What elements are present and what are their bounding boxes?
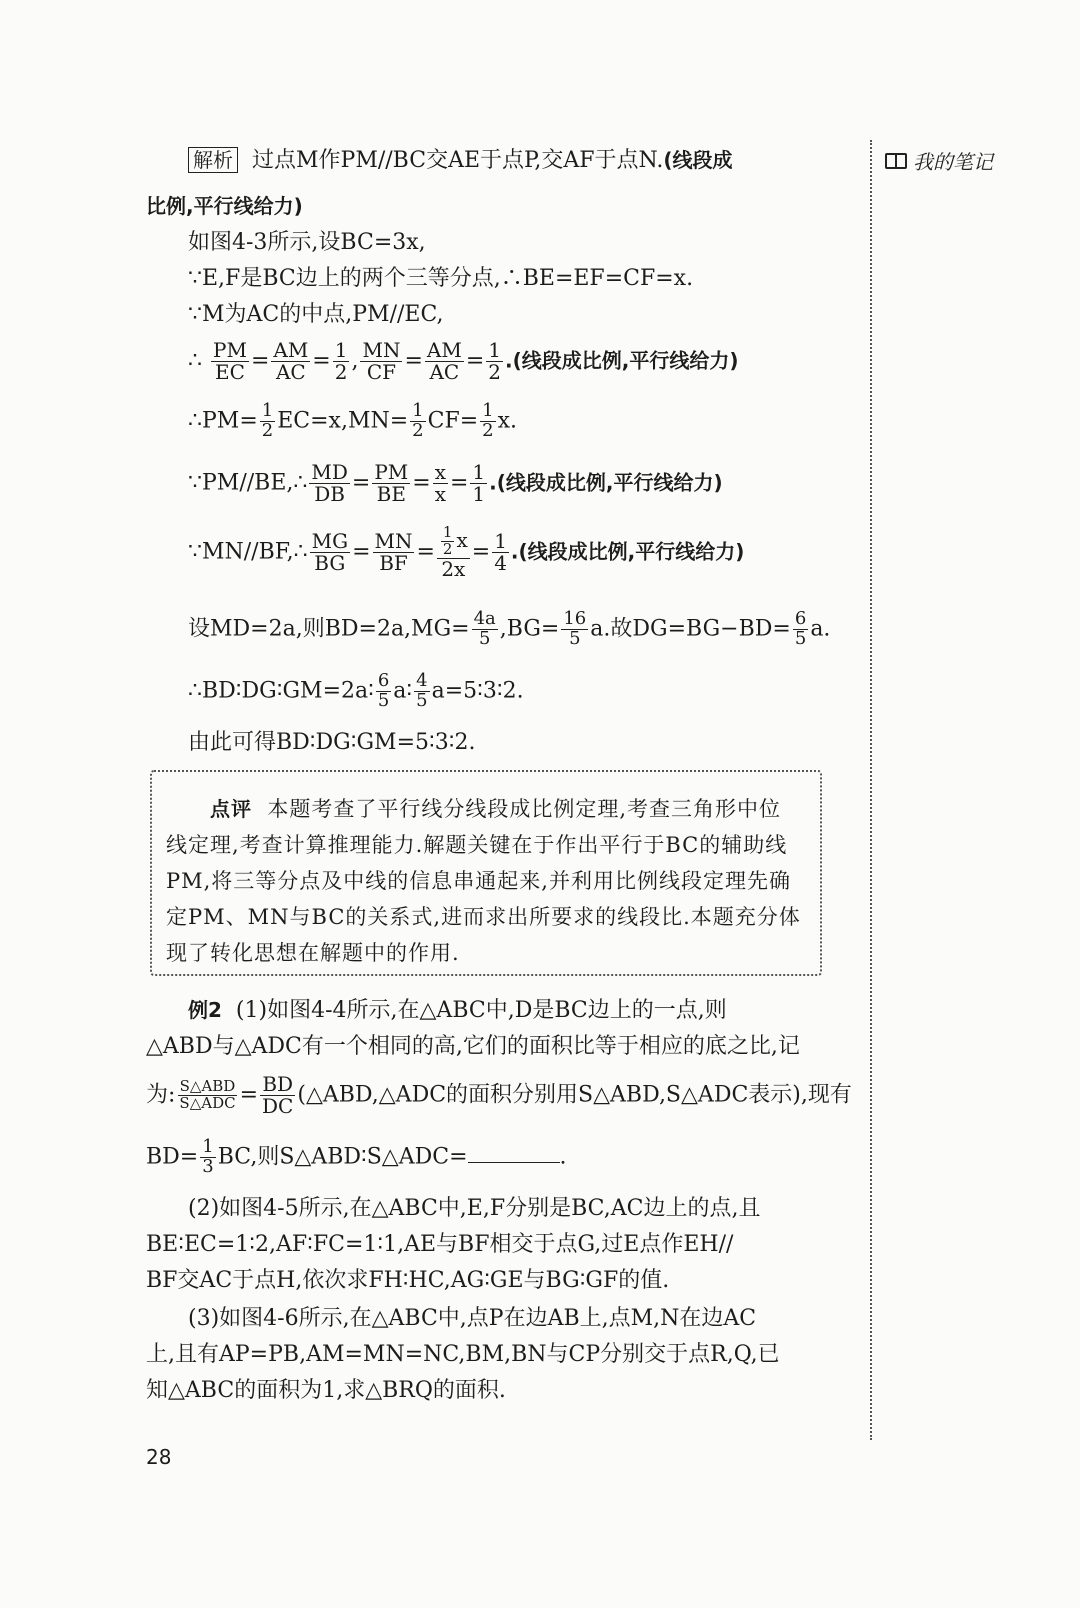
example2-line-10: 知△ABC的面积为1,求△BRQ的面积. bbox=[146, 1378, 506, 1403]
example2-line-5: (2)如图4-5所示,在△ABC中,E,F分别是BC,AC边上的点,且 bbox=[188, 1196, 761, 1221]
comment-line-3: PM,将三等分点及中线的信息串通起来,并利用比例线段定理先确 bbox=[166, 869, 791, 893]
comment-line-4: 定PM、MN与BC的关系式,进而求出所要求的线段比.本题充分体 bbox=[166, 905, 801, 929]
fraction: $\frac{AM}{AC}$ bbox=[426, 338, 462, 384]
fraction: $\frac{1}{2}$ bbox=[334, 338, 348, 384]
analysis-line-12: 由此可得BD∶DG∶GM=5∶3∶2. bbox=[188, 730, 476, 755]
example2-line-7: BF交AC于点H,依次求FH∶HC,AG∶GE与BG∶GF的值. bbox=[146, 1268, 670, 1293]
notes-margin-divider bbox=[870, 140, 872, 1440]
analysis-note: (线段成 bbox=[663, 148, 733, 172]
fraction: $\frac{1}{2}$ bbox=[488, 338, 501, 384]
example2-line-9: 上,且有AP=PB,AM=MN=NC,BM,BN与CP分别交于点R,Q,已 bbox=[146, 1342, 780, 1367]
notes-label: 我的笔记 bbox=[913, 150, 993, 174]
analysis-line-10: 设MD=2a,则BD=2a,MG= $\frac{4a}{5}$ ,BG= $\frac{16}{5}$ a.故DG=BG−BD= $\frac{6}{5}$ a. bbox=[188, 608, 831, 649]
analysis-line-5: ∵M为AC的中点,PM//EC, bbox=[188, 302, 444, 327]
analysis-line-8: ∵PM//BE,∴ $\frac{MD}{DB}$ = $\frac{PM}{BE}$ = $\frac{x}{x}$ = $\frac{1}{1}$ .(线段成比例,平行线给力) bbox=[188, 460, 723, 506]
analysis-line-4: ∵E,F是BC边上的两个三等分点,∴BE=EF=CF=x. bbox=[188, 266, 694, 291]
example2-line-6: BE∶EC=1∶2,AF∶FC=1∶1,AE与BF相交于点G,过E点作EH// bbox=[146, 1232, 734, 1257]
answer-blank bbox=[468, 1144, 560, 1163]
analysis-line-3: 如图4-3所示,设BC=3x, bbox=[188, 230, 426, 255]
fraction: $\frac{PM}{EC}$ bbox=[213, 338, 247, 384]
example2-line-4: BD= $\frac{1}{3}$ BC,则S△ABD∶S△ADC= . bbox=[146, 1136, 567, 1177]
comment-label: 点评 bbox=[210, 797, 252, 821]
fraction: $\frac{MN}{CF}$ bbox=[362, 338, 401, 384]
example2-line-8: (3)如图4-6所示,在△ABC中,点P在边AB上,点M,N在边AC bbox=[188, 1306, 757, 1331]
example2-line-3: 为: $\frac{\text{S△ABD}}{\text{S△ADC}}$ = $\frac{BD}{DC}$ (△ABD,△ADC的面积分别用S△ABD,S△ADC表示),现有 bbox=[146, 1072, 852, 1118]
book-icon bbox=[885, 153, 907, 169]
analysis-line-11: ∴BD∶DG∶GM=2a∶ $\frac{6}{5}$ a∶ $\frac{4}{5}$ a=5∶3∶2. bbox=[188, 670, 524, 711]
comment-line-1: 点评 本题考查了平行线分线段成比例定理,考查三角形中位 bbox=[210, 797, 782, 821]
analysis-text: 过点M作PM//BC交AE于点P,交AF于点N. bbox=[252, 148, 664, 173]
analysis-line-2: 比例,平行线给力) bbox=[146, 194, 303, 218]
page-number: 28 bbox=[146, 1445, 172, 1469]
example-label: 例2 bbox=[188, 998, 222, 1022]
fraction: $\frac{AM}{AC}$ bbox=[273, 338, 309, 384]
analysis-line-6: ∴ $\frac{PM}{EC}$ = $\frac{AM}{AC}$ = $\frac{1}{2}$ , $\frac{MN}{CF}$ = $\frac{AM}{AC}$ = $\frac{1}{2}$ .(线段成比例,平行线给力) bbox=[188, 338, 739, 384]
analysis-label: 解析 bbox=[188, 147, 238, 173]
comment-line-5: 现了转化思想在解题中的作用. bbox=[166, 941, 460, 965]
example2-line-2: △ABD与△ADC有一个相同的高,它们的面积比等于相应的底之比,记 bbox=[146, 1034, 800, 1059]
analysis-line-1 bbox=[188, 148, 733, 174]
notes-heading bbox=[885, 146, 993, 175]
analysis-line-7: ∴PM= $\frac{1}{2}$ EC=x,MN= $\frac{1}{2}$ CF= $\frac{1}{2}$ x. bbox=[188, 400, 517, 441]
example2-line-1: 例2 (1)如图4-4所示,在△ABC中,D是BC边上的一点,则 bbox=[188, 998, 727, 1023]
comment-line-2: 线定理,考查计算推理能力.解题关键在于作出平行于BC的辅助线 bbox=[166, 833, 788, 857]
analysis-line-9: ∵MN//BF,∴ $\frac{MG}{BG}$ = $\frac{MN}{BF}$ = $\frac{1}{2}$ x 2x = $\frac{1}{4}$ .(线段成比例,平行线给力) bbox=[188, 523, 745, 581]
